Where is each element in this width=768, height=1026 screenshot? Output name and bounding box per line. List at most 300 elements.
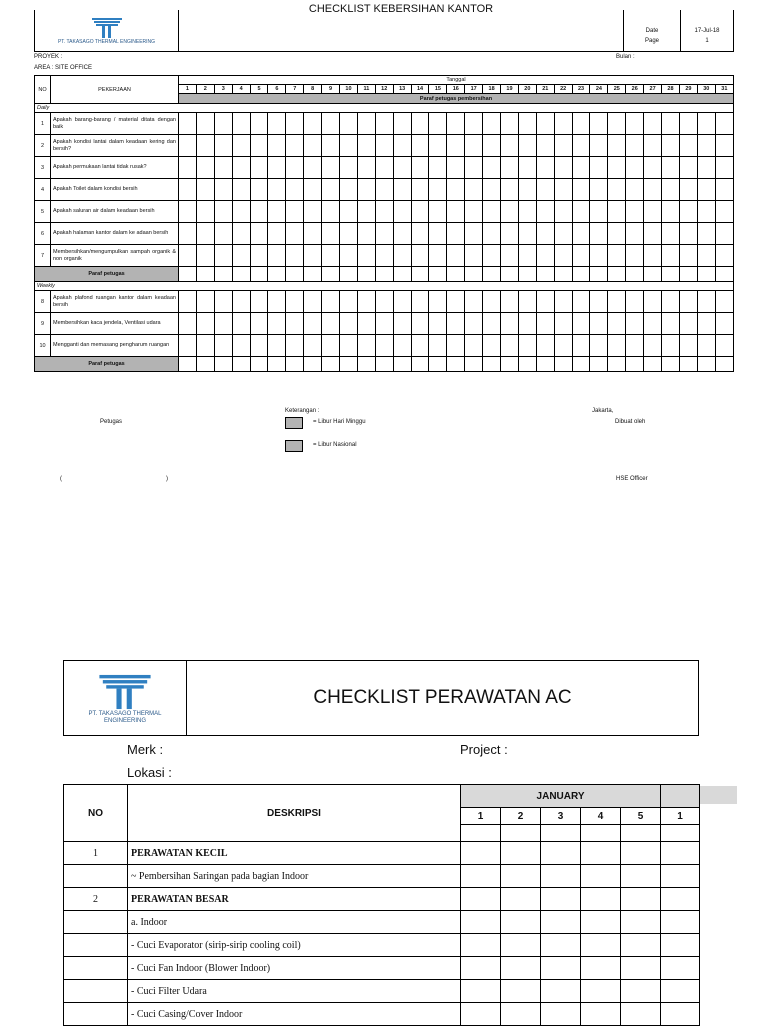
check-cell[interactable] [340,335,358,357]
check-cell[interactable] [268,267,286,282]
check-cell[interactable] [536,291,554,313]
check-cell[interactable] [179,135,197,157]
check-cell[interactable] [626,179,644,201]
check-cell[interactable] [501,335,519,357]
check-cell[interactable] [322,135,340,157]
check-cell[interactable] [232,335,250,357]
check-cell[interactable] [483,157,501,179]
check-cell[interactable] [411,157,429,179]
check-cell[interactable] [621,1003,661,1026]
check-cell[interactable] [644,357,662,372]
check-cell[interactable] [662,135,680,157]
check-cell[interactable] [581,934,621,957]
check-cell[interactable] [572,357,590,372]
check-cell[interactable] [715,357,733,372]
check-cell[interactable] [340,157,358,179]
check-cell[interactable] [644,135,662,157]
check-cell[interactable] [214,335,232,357]
check-cell[interactable] [214,179,232,201]
check-cell[interactable] [554,179,572,201]
check-cell[interactable] [541,957,581,980]
check-cell[interactable] [715,113,733,135]
check-cell[interactable] [357,291,375,313]
check-cell[interactable] [196,113,214,135]
check-cell[interactable] [697,267,715,282]
check-cell[interactable] [429,245,447,267]
check-cell[interactable] [232,267,250,282]
check-cell[interactable] [393,157,411,179]
check-cell[interactable] [644,335,662,357]
check-cell[interactable] [411,113,429,135]
check-cell[interactable] [340,357,358,372]
check-cell[interactable] [697,291,715,313]
check-cell[interactable] [626,223,644,245]
check-cell[interactable] [662,335,680,357]
check-cell[interactable] [357,179,375,201]
check-cell[interactable] [304,179,322,201]
check-cell[interactable] [196,223,214,245]
check-cell[interactable] [375,267,393,282]
check-cell[interactable] [662,313,680,335]
check-cell[interactable] [250,201,268,223]
check-cell[interactable] [518,135,536,157]
check-cell[interactable] [626,201,644,223]
check-cell[interactable] [322,357,340,372]
check-cell[interactable] [541,980,581,1003]
check-cell[interactable] [644,201,662,223]
check-cell[interactable] [322,245,340,267]
check-cell[interactable] [304,223,322,245]
check-cell[interactable] [447,267,465,282]
check-cell[interactable] [608,291,626,313]
check-cell[interactable] [196,267,214,282]
check-cell[interactable] [268,179,286,201]
check-cell[interactable] [179,335,197,357]
check-cell[interactable] [286,223,304,245]
check-cell[interactable] [286,291,304,313]
check-cell[interactable] [662,357,680,372]
check-cell[interactable] [554,113,572,135]
check-cell[interactable] [250,113,268,135]
check-cell[interactable] [179,157,197,179]
check-cell[interactable] [461,842,501,865]
check-cell[interactable] [679,223,697,245]
check-cell[interactable] [644,267,662,282]
check-cell[interactable] [214,201,232,223]
check-cell[interactable] [483,267,501,282]
check-cell[interactable] [501,179,519,201]
check-cell[interactable] [590,179,608,201]
check-cell[interactable] [697,313,715,335]
check-cell[interactable] [572,113,590,135]
check-cell[interactable] [375,157,393,179]
check-cell[interactable] [340,223,358,245]
check-cell[interactable] [662,113,680,135]
check-cell[interactable] [340,135,358,157]
check-cell[interactable] [411,223,429,245]
check-cell[interactable] [375,201,393,223]
check-cell[interactable] [644,291,662,313]
check-cell[interactable] [393,245,411,267]
check-cell[interactable] [483,313,501,335]
check-cell[interactable] [554,245,572,267]
check-cell[interactable] [483,357,501,372]
check-cell[interactable] [304,357,322,372]
check-cell[interactable] [304,313,322,335]
check-cell[interactable] [196,179,214,201]
check-cell[interactable] [214,245,232,267]
check-cell[interactable] [697,135,715,157]
check-cell[interactable] [581,957,621,980]
check-cell[interactable] [465,157,483,179]
check-cell[interactable] [662,223,680,245]
check-cell[interactable] [461,911,501,934]
check-cell[interactable] [581,980,621,1003]
check-cell[interactable] [465,313,483,335]
check-cell[interactable] [715,245,733,267]
check-cell[interactable] [536,267,554,282]
check-cell[interactable] [536,179,554,201]
check-cell[interactable] [715,157,733,179]
check-cell[interactable] [375,335,393,357]
check-cell[interactable] [375,135,393,157]
check-cell[interactable] [357,267,375,282]
check-cell[interactable] [501,201,519,223]
check-cell[interactable] [483,135,501,157]
check-cell[interactable] [536,135,554,157]
check-cell[interactable] [715,335,733,357]
check-cell[interactable] [393,179,411,201]
check-cell[interactable] [536,223,554,245]
check-cell[interactable] [572,223,590,245]
check-cell[interactable] [447,245,465,267]
check-cell[interactable] [715,267,733,282]
check-cell[interactable] [357,135,375,157]
check-cell[interactable] [465,267,483,282]
check-cell[interactable] [250,245,268,267]
check-cell[interactable] [250,267,268,282]
check-cell[interactable] [554,291,572,313]
check-cell[interactable] [541,934,581,957]
check-cell[interactable] [541,865,581,888]
check-cell[interactable] [447,357,465,372]
check-cell[interactable] [465,179,483,201]
check-cell[interactable] [501,313,519,335]
check-cell[interactable] [393,291,411,313]
check-cell[interactable] [232,313,250,335]
check-cell[interactable] [411,267,429,282]
check-cell[interactable] [411,357,429,372]
check-cell[interactable] [626,313,644,335]
check-cell[interactable] [232,179,250,201]
check-cell[interactable] [429,291,447,313]
check-cell[interactable] [429,113,447,135]
check-cell[interactable] [581,842,621,865]
check-cell[interactable] [608,179,626,201]
check-cell[interactable] [518,267,536,282]
check-cell[interactable] [465,245,483,267]
check-cell[interactable] [268,335,286,357]
check-cell[interactable] [393,201,411,223]
check-cell[interactable] [429,267,447,282]
check-cell[interactable] [214,313,232,335]
check-cell[interactable] [268,291,286,313]
check-cell[interactable] [501,842,541,865]
check-cell[interactable] [179,291,197,313]
check-cell[interactable] [715,313,733,335]
check-cell[interactable] [304,201,322,223]
check-cell[interactable] [393,223,411,245]
check-cell[interactable] [518,357,536,372]
check-cell[interactable] [715,201,733,223]
check-cell[interactable] [501,888,541,911]
check-cell[interactable] [483,179,501,201]
check-cell[interactable] [447,179,465,201]
check-cell[interactable] [679,113,697,135]
check-cell[interactable] [322,291,340,313]
check-cell[interactable] [626,135,644,157]
check-cell[interactable] [393,113,411,135]
check-cell[interactable] [322,267,340,282]
check-cell[interactable] [697,157,715,179]
check-cell[interactable] [572,267,590,282]
check-cell[interactable] [662,245,680,267]
check-cell[interactable] [375,223,393,245]
check-cell[interactable] [214,357,232,372]
check-cell[interactable] [250,313,268,335]
check-cell[interactable] [461,980,501,1003]
check-cell[interactable] [214,291,232,313]
check-cell[interactable] [518,113,536,135]
check-cell[interactable] [214,157,232,179]
check-cell[interactable] [461,957,501,980]
check-cell[interactable] [196,201,214,223]
check-cell[interactable] [214,267,232,282]
check-cell[interactable] [232,223,250,245]
check-cell[interactable] [411,335,429,357]
check-cell[interactable] [461,865,501,888]
check-cell[interactable] [250,223,268,245]
check-cell[interactable] [465,135,483,157]
check-cell[interactable] [697,335,715,357]
check-cell[interactable] [661,911,700,934]
check-cell[interactable] [572,313,590,335]
check-cell[interactable] [662,157,680,179]
check-cell[interactable] [608,335,626,357]
check-cell[interactable] [590,113,608,135]
check-cell[interactable] [447,157,465,179]
check-cell[interactable] [679,357,697,372]
check-cell[interactable] [501,357,519,372]
check-cell[interactable] [608,223,626,245]
check-cell[interactable] [286,201,304,223]
check-cell[interactable] [357,245,375,267]
check-cell[interactable] [304,245,322,267]
check-cell[interactable] [250,179,268,201]
check-cell[interactable] [232,113,250,135]
check-cell[interactable] [286,113,304,135]
check-cell[interactable] [590,135,608,157]
check-cell[interactable] [286,267,304,282]
check-cell[interactable] [644,313,662,335]
check-cell[interactable] [572,291,590,313]
check-cell[interactable] [375,313,393,335]
check-cell[interactable] [357,113,375,135]
check-cell[interactable] [268,245,286,267]
check-cell[interactable] [697,179,715,201]
check-cell[interactable] [357,357,375,372]
check-cell[interactable] [572,245,590,267]
check-cell[interactable] [268,223,286,245]
check-cell[interactable] [322,157,340,179]
check-cell[interactable] [554,335,572,357]
check-cell[interactable] [626,245,644,267]
check-cell[interactable] [572,335,590,357]
check-cell[interactable] [232,245,250,267]
check-cell[interactable] [465,291,483,313]
check-cell[interactable] [179,267,197,282]
check-cell[interactable] [626,291,644,313]
check-cell[interactable] [465,201,483,223]
check-cell[interactable] [679,335,697,357]
check-cell[interactable] [411,201,429,223]
check-cell[interactable] [501,934,541,957]
check-cell[interactable] [572,201,590,223]
check-cell[interactable] [581,1003,621,1026]
check-cell[interactable] [322,113,340,135]
check-cell[interactable] [554,313,572,335]
check-cell[interactable] [286,313,304,335]
check-cell[interactable] [501,1003,541,1026]
check-cell[interactable] [286,179,304,201]
check-cell[interactable] [501,980,541,1003]
check-cell[interactable] [518,157,536,179]
check-cell[interactable] [375,357,393,372]
check-cell[interactable] [621,842,661,865]
check-cell[interactable] [626,335,644,357]
check-cell[interactable] [662,201,680,223]
check-cell[interactable] [608,113,626,135]
check-cell[interactable] [429,201,447,223]
check-cell[interactable] [608,313,626,335]
check-cell[interactable] [590,335,608,357]
check-cell[interactable] [375,245,393,267]
check-cell[interactable] [250,291,268,313]
check-cell[interactable] [501,113,519,135]
check-cell[interactable] [608,357,626,372]
check-cell[interactable] [196,335,214,357]
check-cell[interactable] [679,157,697,179]
check-cell[interactable] [715,291,733,313]
check-cell[interactable] [340,291,358,313]
check-cell[interactable] [179,179,197,201]
check-cell[interactable] [250,135,268,157]
check-cell[interactable] [286,335,304,357]
check-cell[interactable] [501,865,541,888]
check-cell[interactable] [357,201,375,223]
check-cell[interactable] [662,179,680,201]
check-cell[interactable] [608,267,626,282]
check-cell[interactable] [483,201,501,223]
check-cell[interactable] [572,157,590,179]
check-cell[interactable] [465,357,483,372]
check-cell[interactable] [581,911,621,934]
check-cell[interactable] [304,335,322,357]
check-cell[interactable] [590,201,608,223]
check-cell[interactable] [697,113,715,135]
check-cell[interactable] [268,313,286,335]
check-cell[interactable] [536,157,554,179]
check-cell[interactable] [661,980,700,1003]
check-cell[interactable] [461,888,501,911]
check-cell[interactable] [214,223,232,245]
check-cell[interactable] [518,201,536,223]
check-cell[interactable] [179,223,197,245]
check-cell[interactable] [196,245,214,267]
check-cell[interactable] [268,201,286,223]
check-cell[interactable] [357,335,375,357]
check-cell[interactable] [572,135,590,157]
check-cell[interactable] [429,157,447,179]
check-cell[interactable] [554,267,572,282]
check-cell[interactable] [304,267,322,282]
check-cell[interactable] [644,245,662,267]
check-cell[interactable] [626,267,644,282]
check-cell[interactable] [232,291,250,313]
check-cell[interactable] [196,291,214,313]
check-cell[interactable] [304,113,322,135]
check-cell[interactable] [608,135,626,157]
check-cell[interactable] [644,157,662,179]
check-cell[interactable] [501,157,519,179]
check-cell[interactable] [536,313,554,335]
check-cell[interactable] [541,1003,581,1026]
check-cell[interactable] [590,357,608,372]
check-cell[interactable] [679,313,697,335]
check-cell[interactable] [268,157,286,179]
check-cell[interactable] [536,245,554,267]
check-cell[interactable] [340,201,358,223]
check-cell[interactable] [661,934,700,957]
check-cell[interactable] [608,245,626,267]
check-cell[interactable] [232,135,250,157]
check-cell[interactable] [715,223,733,245]
check-cell[interactable] [661,957,700,980]
check-cell[interactable] [322,179,340,201]
check-cell[interactable] [554,223,572,245]
check-cell[interactable] [447,113,465,135]
check-cell[interactable] [268,357,286,372]
check-cell[interactable] [621,957,661,980]
check-cell[interactable] [661,1003,700,1026]
check-cell[interactable] [286,357,304,372]
check-cell[interactable] [483,223,501,245]
check-cell[interactable] [179,201,197,223]
check-cell[interactable] [501,957,541,980]
check-cell[interactable] [679,245,697,267]
check-cell[interactable] [447,223,465,245]
check-cell[interactable] [518,179,536,201]
check-cell[interactable] [697,201,715,223]
check-cell[interactable] [196,157,214,179]
check-cell[interactable] [375,291,393,313]
check-cell[interactable] [715,179,733,201]
check-cell[interactable] [465,223,483,245]
check-cell[interactable] [429,357,447,372]
check-cell[interactable] [644,113,662,135]
check-cell[interactable] [621,980,661,1003]
check-cell[interactable] [196,135,214,157]
